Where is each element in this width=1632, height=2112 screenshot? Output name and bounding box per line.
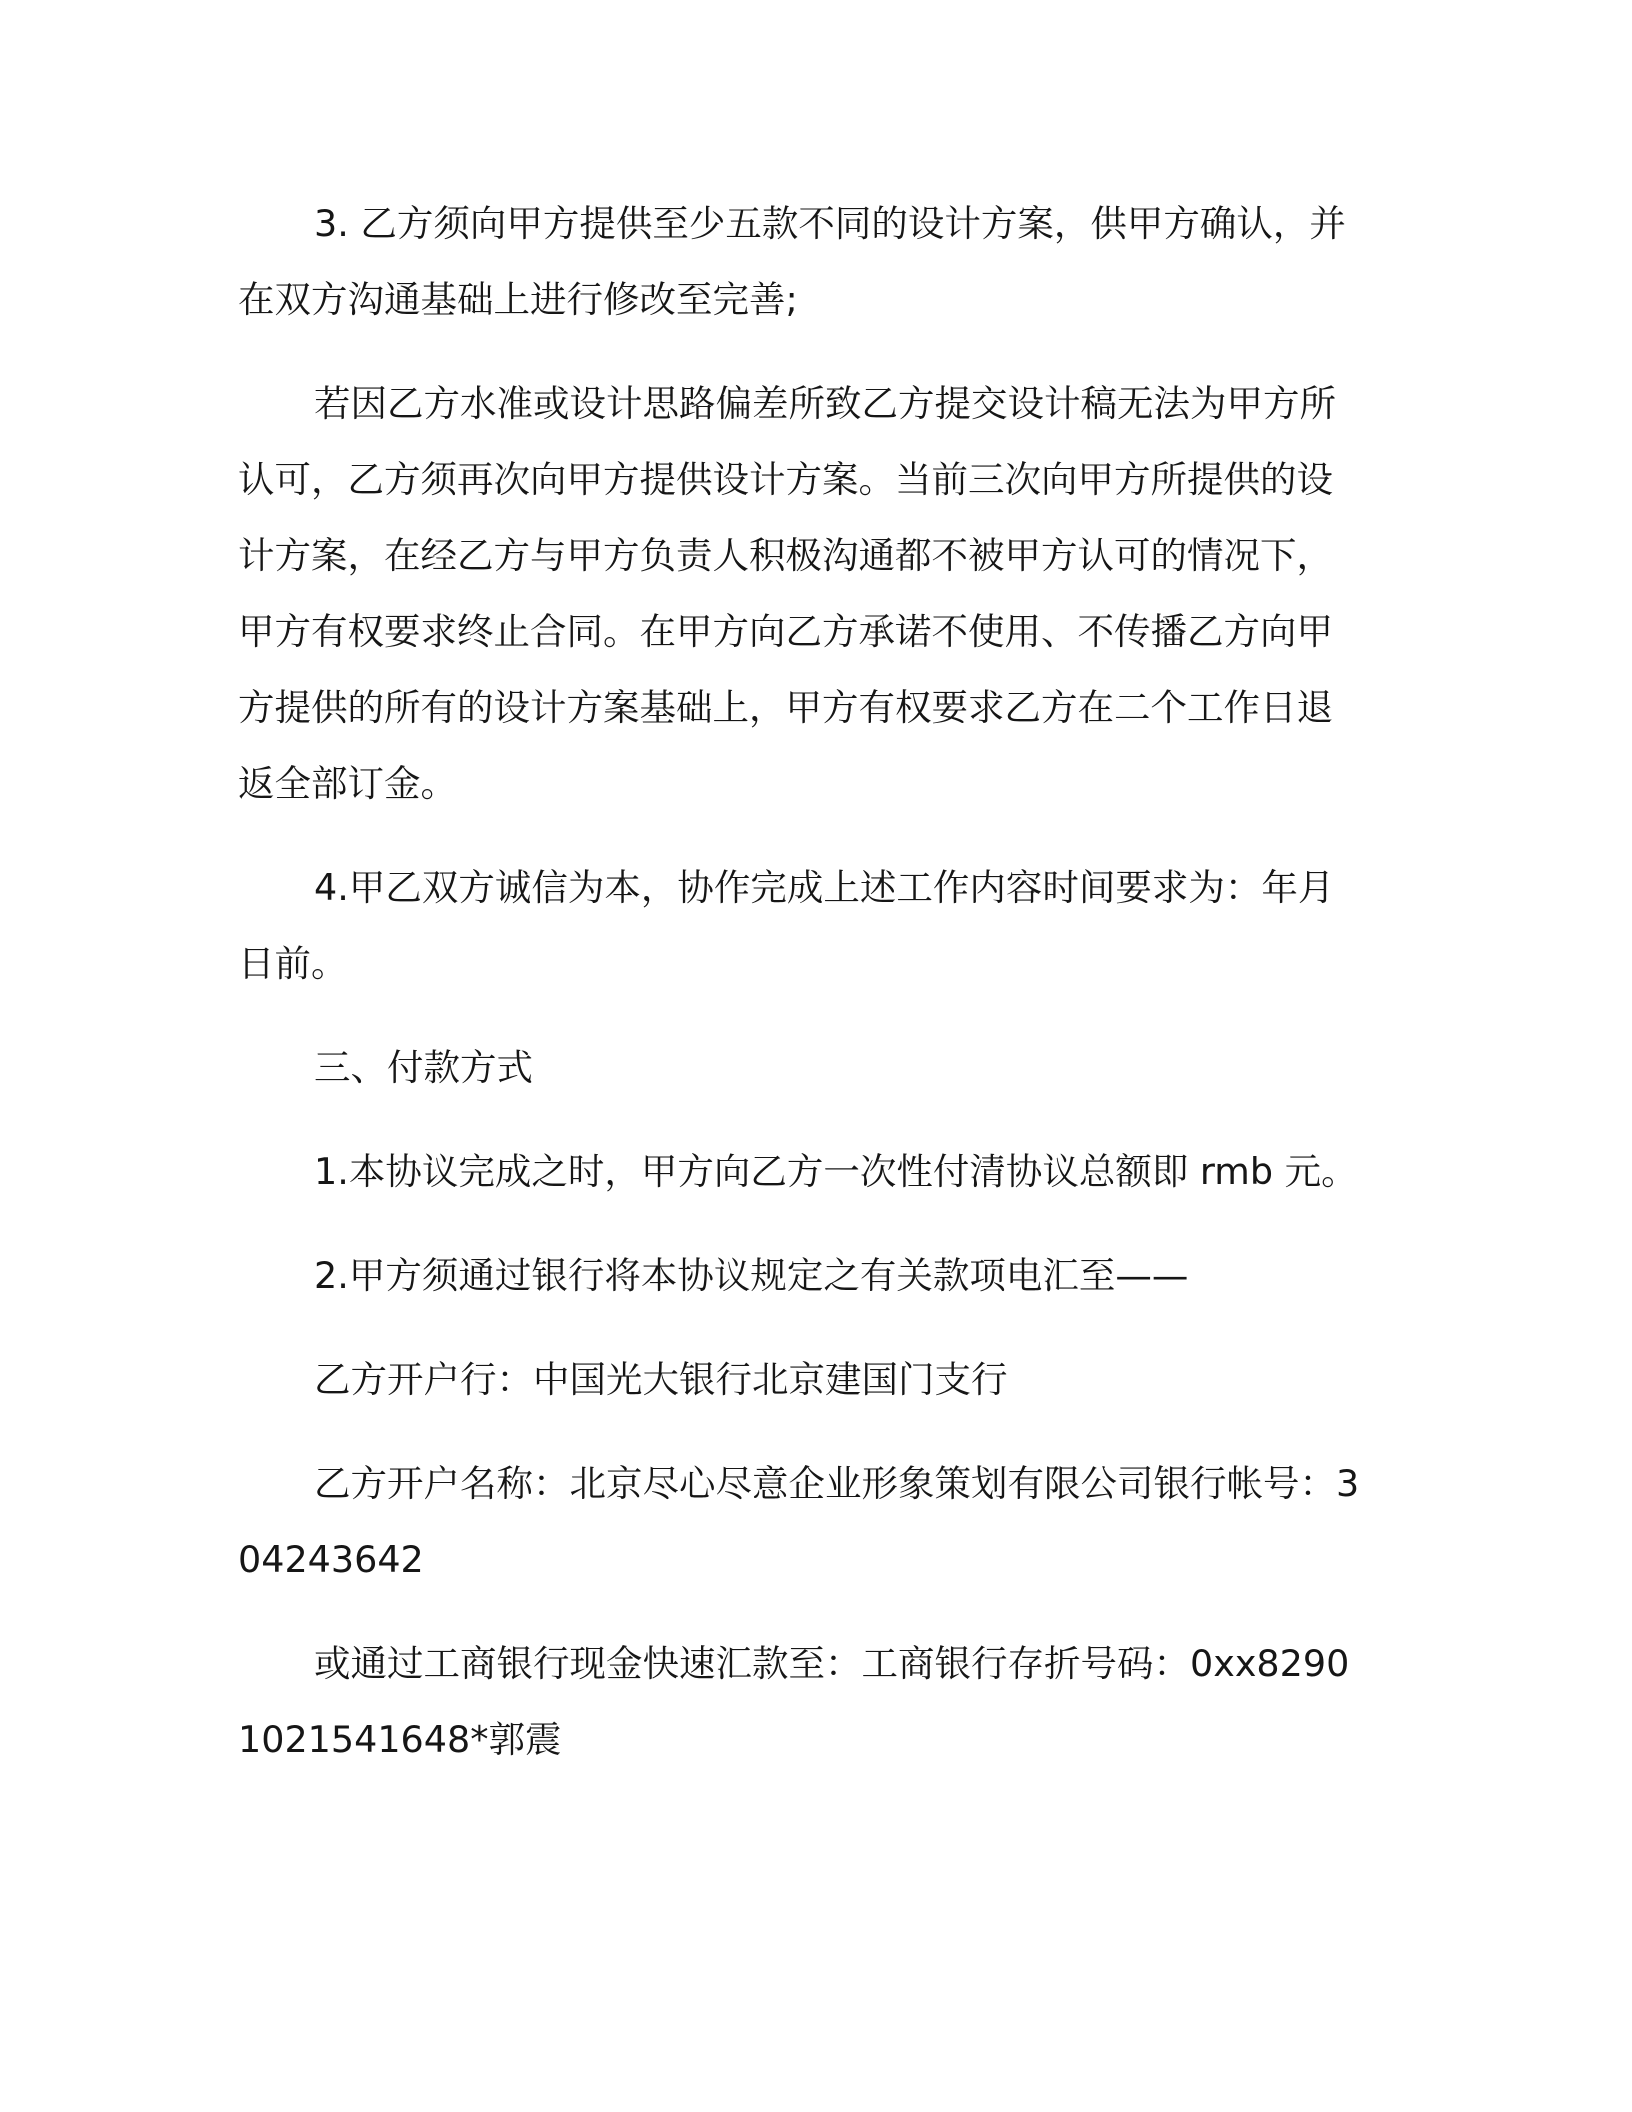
paragraph-icbc-account: 或通过工商银行现金快速汇款至：工商银行存折号码：0xx82901021541648*郭震 — [238, 1642, 1350, 1761]
paragraph-payment-total: 1.本协议完成之时，甲方向乙方一次性付清协议总额即 rmb 元。 — [314, 1150, 1358, 1193]
paragraph-deadline: 4.甲乙双方诚信为本，协作完成上述工作内容时间要求为：年月日前。 — [238, 866, 1335, 985]
paragraph-design-proposals: 3. 乙方须向甲方提供至少五款不同的设计方案，供甲方确认，并在双方沟通基础上进行修改至完善; — [238, 202, 1346, 321]
section-heading-payment: 三、付款方式 — [314, 1046, 533, 1089]
paragraph-bank-branch: 乙方开户行：中国光大银行北京建国门支行 — [314, 1358, 1008, 1401]
paragraph-wire-transfer: 2.甲方须通过银行将本协议规定之有关款项电汇至—— — [314, 1254, 1189, 1297]
paragraph-account-name: 乙方开户名称：北京尽心尽意企业形象策划有限公司银行帐号：304243642 — [238, 1462, 1360, 1581]
document-body — [238, 186, 1368, 1778]
paragraph-revision-terms: 若因乙方水准或设计思路偏差所致乙方提交设计稿无法为甲方所认可，乙方须再次向甲方提供设计方案。当前三次向甲方所提供的设计方案，在经乙方与甲方负责人积极沟通都不被甲方认可的情况下，甲方有权要求终止合同。在甲方向乙方承诺不使用、不传播乙方向甲方提供的所有的设计方案基础上，甲方有权要求乙方在二个工作日退返全部订金。 — [238, 382, 1336, 805]
